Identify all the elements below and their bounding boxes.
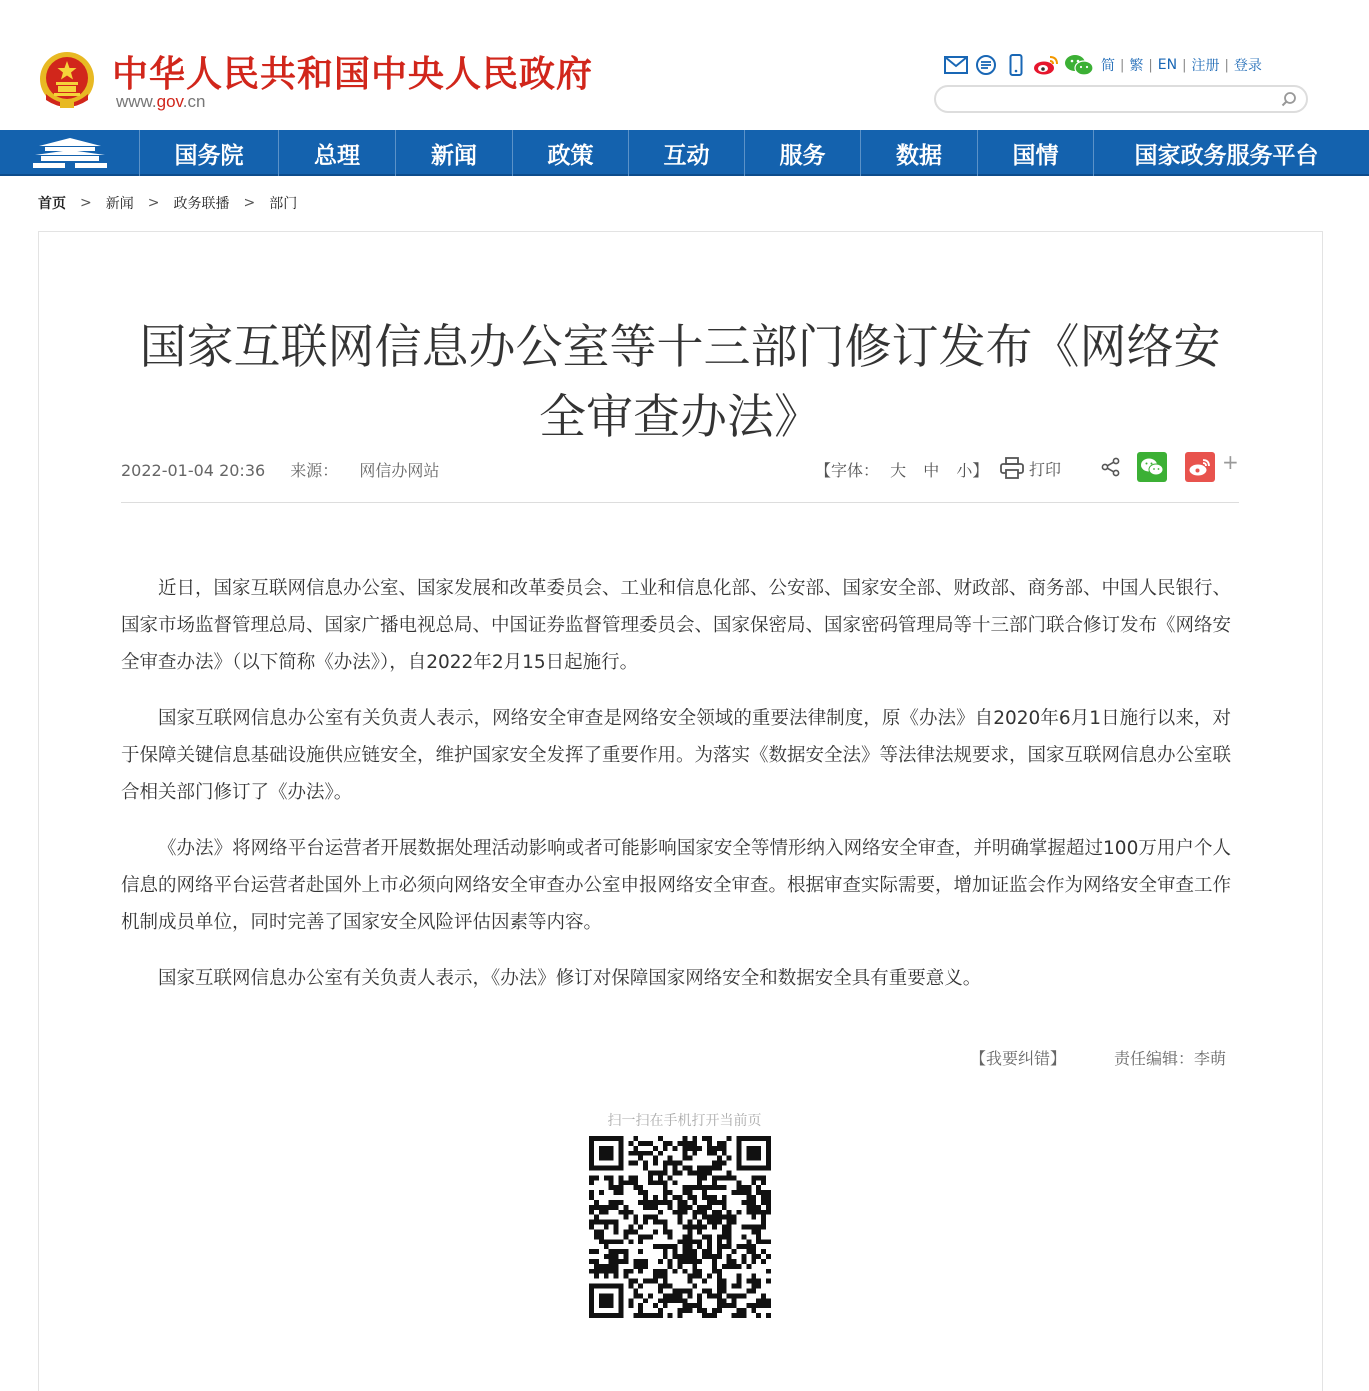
domain-prefix: www. xyxy=(116,92,157,111)
chevron-right-icon: > xyxy=(243,195,256,211)
login-link[interactable]: 登录 xyxy=(1233,58,1262,74)
header-toolbar xyxy=(943,52,1264,78)
nav-item-state-council[interactable]: 国务院 xyxy=(140,130,279,176)
nav-item-interaction[interactable]: 互动 xyxy=(629,130,745,176)
nav-item-policy[interactable]: 政策 xyxy=(513,130,629,176)
weibo-icon[interactable] xyxy=(1033,52,1059,78)
toolbar-divider: | xyxy=(1148,57,1153,73)
nav-home-button[interactable] xyxy=(0,130,140,176)
breadcrumb-news[interactable]: 新闻 xyxy=(105,196,134,212)
font-small-button[interactable]: 小】 xyxy=(956,461,989,480)
nav-item-national-info[interactable]: 国情 xyxy=(978,130,1094,176)
lang-traditional-link[interactable]: 繁 xyxy=(1129,58,1144,74)
register-link[interactable]: 注册 xyxy=(1191,58,1220,74)
source-label: 来源： xyxy=(290,461,339,480)
font-medium-button[interactable]: 中 xyxy=(923,461,940,480)
share-wechat-button[interactable] xyxy=(1137,452,1167,482)
breadcrumb-departments[interactable]: 部门 xyxy=(269,196,298,212)
nav-item-data[interactable]: 数据 xyxy=(861,130,978,176)
weibo-icon xyxy=(1188,457,1212,477)
font-large-button[interactable]: 大 xyxy=(890,461,907,480)
share-more-button[interactable]: + xyxy=(1222,450,1239,474)
wechat-icon[interactable] xyxy=(1063,52,1095,78)
breadcrumb-gov-broadcast[interactable]: 政务联播 xyxy=(173,196,230,212)
lang-simplified-link[interactable]: 简 xyxy=(1101,58,1115,74)
tiananmen-icon xyxy=(31,136,109,170)
font-size-control xyxy=(815,458,994,481)
domain-suffix: .cn xyxy=(182,92,206,111)
meta-divider xyxy=(121,502,1239,503)
search-input[interactable] xyxy=(948,87,1278,111)
nav-item-service-platform[interactable]: 国家政务服务平台 xyxy=(1134,142,1319,169)
article-paragraph: 国家互联网信息办公室有关负责人表示，网络安全审查是网络安全领域的重要法律制度，原《办法》自2020年6月1日施行以来，对于保障关键信息基础设施供应链安全，维护国家安全发挥了重要作用。为落实《数据安全法》等法律法规要求，国家互联网信息办公室联合相关部门修订了《办法》。 xyxy=(121,708,1232,803)
nav-item-news[interactable]: 新闻 xyxy=(396,130,513,176)
source-value: 网信办网站 xyxy=(359,461,440,480)
mail-icon[interactable] xyxy=(943,52,969,78)
site-domain xyxy=(116,92,205,112)
breadcrumb xyxy=(38,192,297,214)
print-button[interactable] xyxy=(1000,456,1061,480)
print-label: 打印 xyxy=(1029,459,1062,479)
article-paragraph: 近日，国家互联网信息办公室、国家发展和改革委员会、工业和信息化部、公安部、国家安全部、财政部、商务部、中国人民银行、国家市场监督管理总局、国家广播电视总局、中国证券监督管理委员会、国家保密局、国家密码管理局等十三部门联合修订发布《网络安全审查办法》（以下简称《办法》），自2022年2月15日起施行。 xyxy=(121,578,1232,673)
breadcrumb-home[interactable]: 首页 xyxy=(38,196,66,212)
main-nav xyxy=(0,130,1369,176)
toolbar-divider: | xyxy=(1182,57,1187,73)
lang-english-link[interactable]: EN xyxy=(1157,57,1178,73)
article-paragraph: 国家互联网信息办公室有关负责人表示，《办法》修订对保障国家网络安全和数据安全具有重要意义。 xyxy=(158,968,982,989)
publish-datetime: 2022-01-04 20:36 xyxy=(121,461,266,480)
domain-gov: gov xyxy=(156,92,183,111)
responsible-editor: 责任编辑：李萌 xyxy=(1114,1049,1227,1068)
site-header xyxy=(0,0,1369,130)
search-box xyxy=(934,85,1308,113)
share-icon[interactable] xyxy=(1100,456,1122,478)
toolbar-divider: | xyxy=(1224,57,1229,73)
search-icon[interactable] xyxy=(1280,90,1298,108)
qr-code-caption: 扫一扫在手机打开当前页 xyxy=(607,1113,762,1129)
site-title[interactable]: 中华人民共和国中央人民政府 xyxy=(112,54,594,95)
chevron-right-icon: > xyxy=(80,195,92,211)
nav-item-premier[interactable]: 总理 xyxy=(279,130,396,176)
mobile-icon[interactable] xyxy=(1003,52,1029,78)
article-meta xyxy=(121,458,439,481)
wechat-icon xyxy=(1140,457,1164,477)
article-paragraph: 《办法》将网络平台运营者开展数据处理活动影响或者可能影响国家安全等情形纳入网络安全审查，并明确掌握超过100万用户个人信息的网络平台运营者赴国外上市必须向网络安全审查办公室申报网络安全审查。根据审查实际需要，增加证监会作为网络安全审查工作机制成员单位，同时完善了国家安全风险评估因素等内容。 xyxy=(121,838,1232,933)
article-body xyxy=(121,570,1231,1016)
message-icon[interactable] xyxy=(973,52,999,78)
national-emblem-icon[interactable] xyxy=(38,50,96,112)
printer-icon xyxy=(1000,457,1024,479)
chevron-right-icon: > xyxy=(147,195,160,211)
report-error-link[interactable]: 【我要纠错】 xyxy=(970,1049,1067,1068)
share-weibo-button[interactable] xyxy=(1185,452,1215,482)
nav-item-services[interactable]: 服务 xyxy=(745,130,861,176)
font-size-label: 【字体： xyxy=(815,461,880,480)
toolbar-divider: | xyxy=(1120,57,1125,73)
qr-code-image xyxy=(589,1136,771,1318)
article-title: 国家互联网信息办公室等十三部门修订发布《网络安全审查办法》 xyxy=(139,320,1221,446)
